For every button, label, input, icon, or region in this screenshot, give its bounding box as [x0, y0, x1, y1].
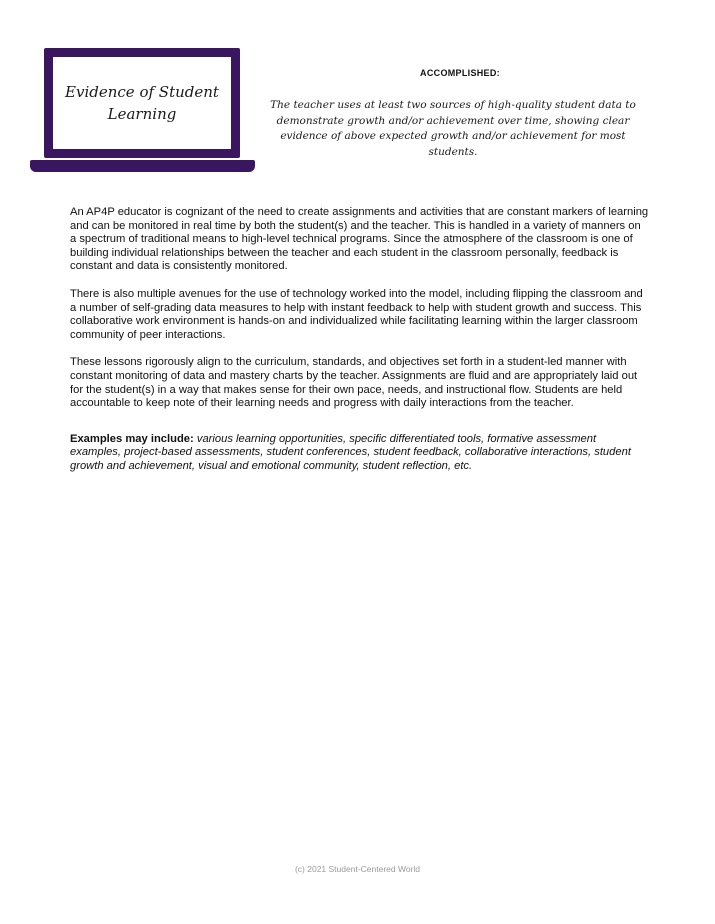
section-title: Evidence of Student Learning: [65, 83, 219, 123]
paragraph-2: There is also multiple avenues for the use of technology worked into the model, including flipping the classroom and a number of self-grading data measures to help with instant feedback to help with student growth and success. This collaborative work environment is hands-on and individualized while facilitating learning within the larger classroom community of peer interactions.: [70, 287, 643, 341]
paragraph-3: These lessons rigorously align to the curriculum, standards, and objectives set forth in a student-led manner with constant monitoring of data and mastery charts by the teacher. Assignments are fluid and are appropriately laid out for the student(s) in a way that makes sense for their own pace, needs, and instructional flow. Students are held accountable to keep note of their learning needs and progress with daily interactions from the teacher.: [70, 356, 638, 410]
examples-list: various learning opportunities, specific differentiated tools, formative assessment examples, project-based assessments, student conferences, student feedback, collaborative interactions, student growth and achievement, visual and emotional community, student reflection, etc.: [70, 432, 631, 472]
paragraph-1: An AP4P educator is cognizant of the need to create assignments and activities that are constant markers of learning and can be monitored in real time by both the student(s) and the teacher. This is handled in a variety of manners on a spectrum of traditional means to high-level technical programs. Since the atmosphere of the classroom is one of building individual relationships between the teacher and each student in the classroom personally, feedback is constant and data is consistently monitored.: [70, 206, 649, 273]
laptop-frame-graphic: [30, 48, 255, 176]
examples-paragraph: [70, 433, 650, 474]
examples-label: Examples may include:: [70, 432, 194, 445]
laptop-screen: [44, 48, 240, 158]
criterion-text: The teacher uses at least two sources of high-quality student data to demonstrate growth and/or achievement over time, showing clear evidence of above expected growth and/or achievement for most students.: [270, 99, 636, 158]
footer-copyright: (c) 2021 Student-Centered World: [294, 864, 421, 874]
laptop-base: [30, 160, 255, 172]
level-label: ACCOMPLISHED:: [420, 68, 500, 78]
body-content: [70, 206, 650, 488]
